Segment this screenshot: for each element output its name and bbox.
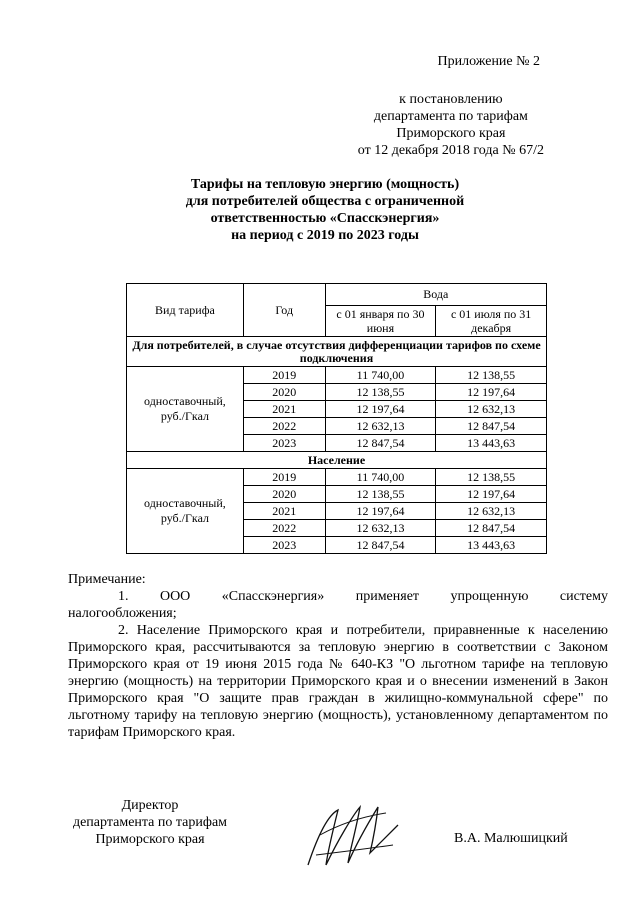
value-cell: 12 847,54 [325,537,436,554]
tariff-table [126,283,547,554]
resolution-line: департамента по тарифам [373,109,528,124]
value-cell: 12 138,55 [436,367,547,384]
year-cell: 2023 [243,435,325,452]
value-cell: 12 847,54 [325,435,436,452]
year-cell: 2019 [243,469,325,486]
value-cell: 13 443,63 [436,537,547,554]
section-title: Для потребителей, в случае отсутствия дифференциации тарифов по схеме подключения [127,337,547,367]
value-cell: 12 138,55 [325,486,436,503]
header-period-2: с 01 июля по 31 декабря [436,306,547,337]
year-cell: 2020 [243,384,325,401]
resolution-line: Приморского края [396,126,506,141]
value-cell: 12 138,55 [436,469,547,486]
value-cell: 13 443,63 [436,435,547,452]
position-line: Директор [121,798,179,813]
value-cell: 12 632,13 [436,503,547,520]
resolution-line: к постановлению [399,92,503,107]
year-cell: 2023 [243,537,325,554]
value-cell: 12 632,13 [325,418,436,435]
notes-heading: Примечание: [68,572,146,587]
header-period-1: с 01 января по 30 июня [325,306,436,337]
header-water: Вода [325,284,546,306]
value-cell: 12 197,64 [436,384,547,401]
note-item: 2. Население Приморского края и потребители, приравненные к населению Приморского края, рассчитываются за тепловую энергию в соответствии с Законом Приморского края от 19 июня 2015 года № 640-КЗ "О льготном тарифе на тепловую энергию (мощность) на территории Приморского края и о внесении изменений в Закон Приморского края "О защите прав граждан в жилищно-коммунальной сфере" по льготному тарифу на тепловую энергию (мощность), установленному департаментом по тарифам Приморского края. [68,623,608,740]
note-item: 1. ООО «Спасскэнергия» применяет упрощенную систему налогообложения; [68,589,608,621]
value-cell: 12 847,54 [436,418,547,435]
value-cell: 12 197,64 [325,503,436,520]
year-cell: 2022 [243,520,325,537]
signatory-position [60,797,240,848]
title-line: для потребителей общества с ограниченной [185,194,465,209]
value-cell: 12 197,64 [325,401,436,418]
header-tariff-type: Вид тарифа [127,284,244,337]
value-cell: 12 632,13 [325,520,436,537]
year-cell: 2021 [243,401,325,418]
tariff-type-cell: одноставочный, руб./Гкал [127,469,244,554]
resolution-line: от 12 декабря 2018 года № 67/2 [357,143,544,158]
year-cell: 2022 [243,418,325,435]
tariff-type-cell: одноставочный, руб./Гкал [127,367,244,452]
value-cell: 12 632,13 [436,401,547,418]
appendix-label: Приложение № 2 [437,54,540,69]
resolution-reference [358,91,544,159]
value-cell: 12 197,64 [436,486,547,503]
document-title [150,176,500,244]
year-cell: 2019 [243,367,325,384]
title-line: Тарифы на тепловую энергию (мощность) [190,177,460,192]
title-line: ответственностью «Спасскэнергия» [210,211,440,226]
position-line: Приморского края [95,832,205,847]
value-cell: 11 740,00 [325,367,436,384]
value-cell: 12 138,55 [325,384,436,401]
handwritten-signature [298,795,408,875]
year-cell: 2020 [243,486,325,503]
notes-block [68,571,608,741]
header-year: Год [243,284,325,337]
value-cell: 11 740,00 [325,469,436,486]
year-cell: 2021 [243,503,325,520]
value-cell: 12 847,54 [436,520,547,537]
signatory-name: В.А. Малюшицкий [454,831,568,846]
position-line: департамента по тарифам [72,815,228,830]
title-line: на период с 2019 по 2023 годы [231,228,419,243]
section-title: Население [127,452,547,469]
